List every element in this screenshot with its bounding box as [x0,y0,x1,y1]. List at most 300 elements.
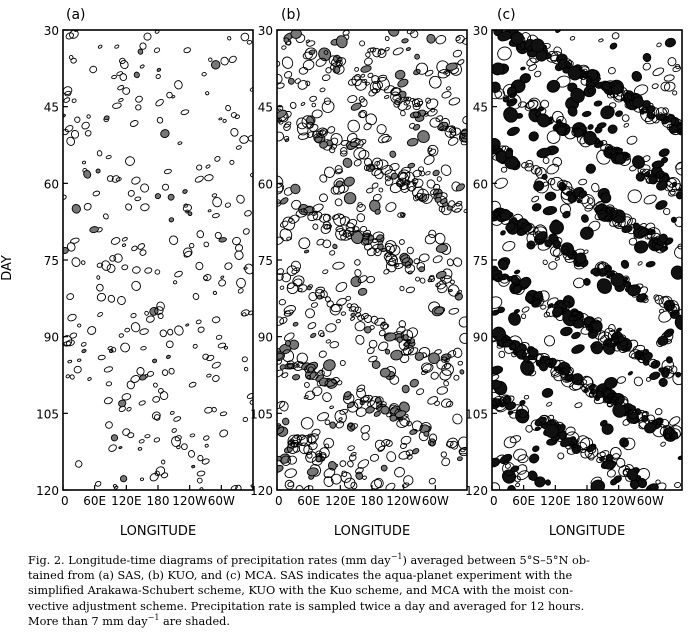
precip-contour [273,131,285,142]
precip-contour [228,55,238,64]
precip-contour [130,280,142,292]
y-tick-label: 30 [472,24,488,38]
precip-contour [196,164,203,171]
precip-contour [144,311,149,316]
precip-contour [95,481,102,487]
precip-contour [279,401,289,412]
x-tick-label: 180 [360,494,384,508]
x-tick-label: 0 [490,494,498,508]
precip-contour [552,157,562,167]
precip-contour [281,372,289,379]
precip-contour [339,460,347,468]
x-tick-label: 60W [636,494,664,508]
y-tick-label: 90 [472,330,488,345]
precip-contour [384,482,396,493]
precip-contour [280,285,285,290]
panel-a-xlabel: LONGITUDE [119,524,197,539]
precip-contour [97,312,103,318]
precip-contour [339,360,346,367]
precip-contour [496,45,514,62]
precip-contour [178,142,182,145]
precip-contour [514,269,520,274]
precip-contour [107,294,116,303]
precip-contour [373,477,384,488]
precip-contour [427,108,439,117]
precip-contour [324,444,329,449]
precip-contour [219,429,229,439]
precip-contour [306,40,315,47]
precip-contour [594,100,603,107]
precip-contour [301,102,306,106]
precip-contour [208,57,213,62]
precip-contour [174,270,184,278]
precip-contour [332,243,338,249]
precip-contour [412,169,422,178]
precip-contour [311,102,316,107]
precip-contour [341,157,353,169]
precip-contour [291,274,305,288]
precip-contour [289,101,297,109]
precip-contour [340,150,348,156]
precip-contour [428,477,436,485]
precip-contour [354,67,359,72]
precip-contour [205,444,209,448]
precip-contour [122,428,131,437]
precip-contour [162,184,169,191]
precip-contour [621,225,633,234]
precip-contour [212,193,217,198]
x-tick-label: 60W [421,494,449,508]
precip-contour [375,123,388,136]
precip-contour [212,213,220,218]
precip-contour [219,118,223,121]
precip-contour [557,452,565,460]
precip-contour [110,434,118,442]
precip-contour [667,57,677,67]
precip-contour [144,267,152,274]
precip-contour [316,411,330,422]
precip-contour [69,374,75,380]
precip-contour [547,260,558,271]
precip-contour [167,194,174,201]
precip-contour [520,67,525,70]
precip-contour [320,99,336,115]
precip-contour [188,381,196,388]
precip-contour [545,162,560,176]
precip-contour [425,97,440,111]
precip-contour [400,110,406,116]
precip-contour [385,36,390,41]
precip-contour [272,464,284,474]
precip-contour [405,105,411,110]
precip-contour [500,230,507,236]
precip-contour [71,98,76,103]
precip-contour [195,262,204,271]
precip-contour [302,59,315,72]
panel-b-contours [270,23,474,495]
precip-contour [599,388,604,392]
precip-contour [338,417,342,421]
precip-contour [98,355,106,361]
precip-contour [664,37,676,48]
precip-contour [81,121,91,131]
precip-contour [546,401,553,407]
precip-contour [138,447,142,450]
precip-contour [361,74,366,78]
precip-contour [218,279,227,288]
y-tick-label: 75 [43,254,59,268]
y-tick-label: 45 [472,100,488,115]
y-tick-label: 45 [43,100,59,115]
precip-contour [205,164,210,168]
y-tick-label: 120 [36,484,59,498]
x-tick-label: 60E [512,494,536,508]
precip-contour [203,241,209,248]
precip-contour [578,179,587,186]
precip-contour [656,42,662,47]
precip-contour [161,472,169,479]
precip-contour [658,377,668,387]
precip-contour [140,478,144,481]
panel-a [36,7,256,539]
precip-contour [77,359,81,362]
precip-contour [114,44,119,49]
precip-contour [548,220,564,236]
precip-contour [182,189,188,194]
precip-contour [456,435,473,452]
precip-contour [168,217,174,223]
panel-b-label: (b) [281,7,301,23]
precip-contour [615,110,624,117]
precip-contour [506,126,520,138]
precip-contour [451,413,463,426]
precip-contour [188,450,195,458]
panel-b-x-ticks [275,485,449,508]
precip-contour [450,280,455,285]
precip-contour [170,411,175,415]
precip-contour [183,250,192,259]
precip-contour [167,329,173,336]
precip-contour [230,127,240,137]
precip-contour [133,71,140,78]
precip-contour [124,328,130,333]
precip-contour [524,395,529,400]
precip-contour [97,150,103,156]
precip-contour [443,380,449,386]
precip-contour [627,188,643,204]
precip-contour [630,70,643,84]
y-tick-label: 60 [257,177,273,192]
precip-contour [108,443,118,452]
precip-contour [515,482,520,487]
precip-contour [127,432,134,438]
precip-contour [519,400,526,406]
precip-contour [412,123,420,131]
precip-contour [197,326,205,333]
precip-contour [105,421,113,429]
precip-contour [384,95,389,99]
precip-contour [185,324,189,327]
precip-contour [298,236,312,249]
caption-line-1: Fig. 2. Longitude-time diagrams of precipitation rates (mm day$^{-1}$) averaged between 5°S–5°N ob- [28,552,590,567]
precip-contour [318,350,327,359]
precip-contour [237,288,244,294]
precip-contour [643,193,658,205]
panel-a-frame [63,30,253,490]
precip-contour [406,286,416,293]
precip-contour [452,49,463,58]
precip-contour [541,173,548,180]
precip-contour [117,85,124,91]
precip-contour [659,309,665,314]
precip-contour [67,313,77,322]
precip-contour [406,27,415,35]
precip-contour [220,411,227,416]
precip-contour [197,478,203,484]
precip-contour [356,213,366,223]
figure-caption [28,553,688,629]
precip-contour [448,307,459,315]
precip-contour [635,171,647,183]
precip-contour [82,161,86,165]
y-tick-label: 105 [465,407,488,422]
x-tick-label: 60W [207,494,235,508]
precip-contour [651,160,664,169]
precip-contour [336,319,341,323]
precip-contour [542,259,548,265]
precip-contour [435,243,448,253]
precip-contour [124,155,136,167]
precip-contour [541,387,554,398]
precip-contour [399,286,404,291]
precip-contour [326,300,335,309]
precip-contour [419,253,430,262]
y-tick-label: 105 [250,407,273,422]
precip-contour [369,478,383,491]
precip-contour [196,319,202,324]
precip-contour [304,381,311,388]
precip-contour [363,122,373,131]
precip-contour [350,313,355,317]
y-tick-label: 120 [250,484,273,498]
precip-contour [104,397,114,405]
precip-contour [354,334,365,346]
precip-contour [346,118,362,134]
precip-contour [531,195,540,203]
precip-contour [459,369,464,375]
precip-contour [385,47,390,52]
precip-contour [116,177,122,182]
precip-contour [329,250,335,256]
precip-contour [334,198,343,208]
precip-contour [447,205,453,210]
precip-contour [244,267,248,270]
precip-contour [196,230,204,238]
precip-contour [642,52,652,62]
precip-contour [112,102,122,109]
precip-contour [81,260,86,265]
precip-contour [528,452,541,465]
precip-contour [626,135,638,146]
precip-contour [354,259,361,266]
precip-contour [374,439,387,453]
precip-contour [416,388,425,396]
precip-contour [278,226,294,243]
precip-contour [139,439,145,444]
precip-contour [273,73,283,84]
precip-contour [74,116,81,123]
precip-contour [273,236,285,246]
precip-contour [321,391,333,403]
precip-contour [441,451,448,458]
precip-contour [130,374,141,384]
precip-contour [166,355,171,360]
precip-contour [339,214,344,219]
panel-b [250,7,474,539]
precip-contour [75,460,82,468]
precip-contour [342,191,357,206]
precip-contour [353,147,367,161]
precip-contour [458,331,472,345]
precip-contour [532,445,541,453]
precip-contour [620,259,630,270]
precip-contour [407,137,419,147]
precip-contour [448,96,461,106]
panel-a-x-ticks [61,485,235,508]
precip-contour [366,276,375,284]
precip-contour [66,339,76,347]
precip-contour [122,237,128,242]
precip-contour [457,315,471,329]
precip-contour [173,324,185,336]
precip-contour [281,45,286,50]
precip-contour [189,243,194,248]
precip-contour [383,268,390,275]
precip-contour [113,253,123,264]
precip-contour [131,245,138,251]
precip-contour [506,311,522,328]
precip-contour [488,457,501,469]
precip-contour [385,450,397,463]
precip-contour [609,102,617,109]
precip-contour [406,246,414,254]
precip-contour [402,385,410,394]
precip-contour [247,40,252,45]
precip-contour [81,342,87,347]
precip-contour [183,47,191,54]
precip-contour [488,81,501,94]
precip-contour [353,158,362,167]
precip-contour [400,442,408,449]
y-tick-label: 105 [36,407,59,422]
precip-contour [441,90,452,99]
precip-contour [384,201,397,213]
precip-contour [360,226,368,233]
precip-contour [555,257,560,261]
precip-contour [307,286,312,291]
precip-contour [629,165,637,172]
precip-contour [545,191,557,201]
y-tick-label: 120 [465,484,488,498]
precip-contour [145,434,151,438]
precip-contour [660,441,666,447]
precip-contour [140,64,145,68]
precip-contour [157,68,162,72]
precip-contour [157,312,164,319]
precip-contour [174,434,182,442]
precip-contour [304,250,309,254]
precip-contour [235,194,245,205]
precip-contour [359,424,371,435]
caption-line-5: More than 7 mm day$^{-1}$ are shaded. [28,613,230,628]
precip-contour [279,299,286,306]
x-tick-label: 120E [111,494,142,508]
precip-contour [437,176,442,181]
precip-contour [598,38,603,42]
precip-contour [135,95,144,103]
precip-contour [607,124,618,135]
precip-contour [311,302,319,308]
precip-contour [69,332,77,339]
precip-contour [65,136,76,147]
precip-contour [664,74,675,82]
precip-contour [646,261,656,268]
precip-contour [119,59,130,70]
precip-contour [654,199,668,211]
precip-contour [623,123,629,128]
precip-contour [229,160,235,166]
precip-contour [149,472,160,483]
precip-contour [235,114,240,119]
panel-a-label: (a) [66,7,86,23]
precip-contour [132,266,141,274]
precip-contour [334,281,348,294]
precip-contour [360,64,372,73]
panel-c-xlabel: LONGITUDE [548,524,626,539]
precip-contour [389,150,397,158]
precip-contour [453,374,460,381]
precip-contour [648,371,661,381]
precip-contour [173,416,181,423]
precip-contour [304,307,316,319]
precip-contour [415,276,421,282]
x-tick-label: 180 [146,494,170,508]
precip-contour [220,56,229,66]
precip-contour [365,406,375,415]
precip-contour [322,358,337,372]
precip-contour [449,289,453,292]
precip-contour [113,484,117,488]
precip-contour [329,405,333,409]
precip-contour [325,67,332,74]
precip-contour [119,341,131,353]
caption-line-2: tained from (a) SAS, (b) KUO, and (c) MCA. SAS indicates the aqua-planet experiment with the [28,569,573,583]
precip-contour [293,322,299,327]
precip-contour [212,316,220,323]
precip-contour [155,98,165,107]
precip-contour [528,63,538,72]
precip-contour [121,264,128,270]
precip-contour [646,377,651,382]
precip-contour [124,203,132,211]
precip-contour [159,329,167,337]
precip-contour [282,417,290,425]
precip-contour [384,332,397,343]
precip-contour [153,382,158,388]
precip-contour [510,465,520,473]
precip-contour [168,235,179,246]
precip-contour [168,368,175,375]
